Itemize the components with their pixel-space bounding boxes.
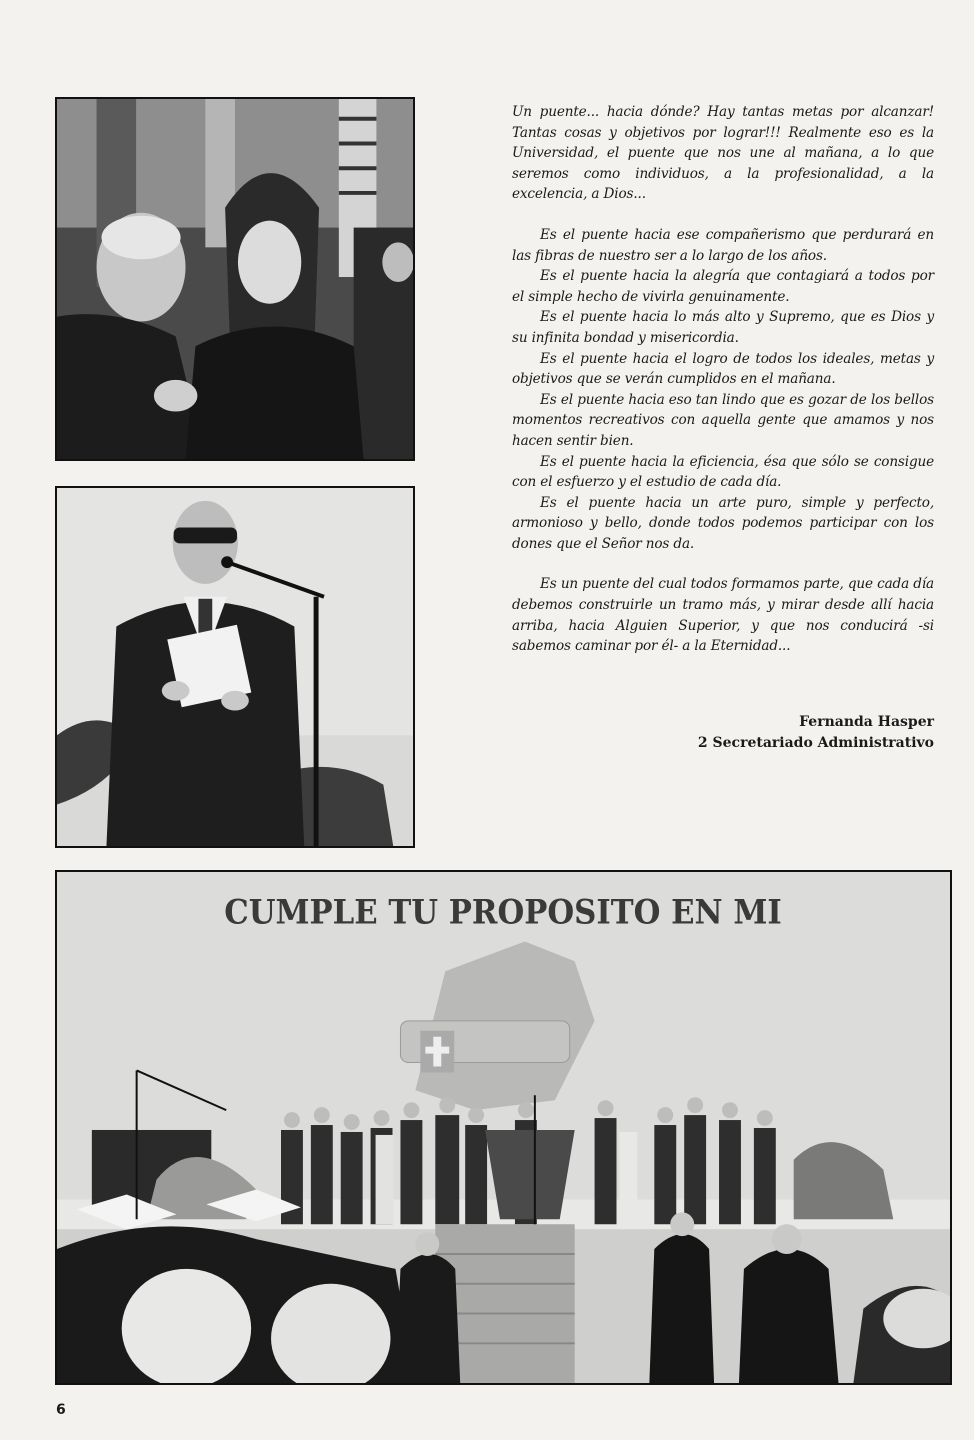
photo-speaker: [55, 486, 415, 848]
photo-handshake: [55, 97, 415, 461]
article-text: [512, 102, 934, 657]
author-signature: [698, 712, 934, 754]
photo-speaker-image: [57, 488, 413, 846]
article-paragraph: Es el puente hacia lo más alto y Supremo, que es Dios y su infinita bondad y misericordia.: [512, 309, 934, 346]
page-number: 6: [56, 1402, 66, 1418]
stage-banner-text: CUMPLE TU PROPOSITO EN MI: [224, 891, 782, 932]
photo-graduation-image: [57, 872, 950, 1383]
photo-handshake-image: [57, 99, 413, 459]
article-paragraph: Es el puente hacia ese compañerismo que perdurará en las fibras de nuestro ser a lo largo de los años.: [512, 226, 934, 264]
author-name: Fernanda Hasper: [799, 714, 934, 730]
article-paragraph: Es el puente hacia la eficiencia, ésa que sólo se consigue con el esfuerzo y el estudio de cada día.: [512, 453, 934, 491]
photo-graduation-ceremony: [55, 870, 952, 1385]
article-paragraph: Es el puente hacia el logro de todos los ideales, metas y objetivos que se verán cumplidos en el mañana.: [512, 350, 934, 388]
article-paragraph: Un puente... hacia dónde? Hay tantas metas por alcanzar! Tantas cosas y objetivos por lograr!!! Realmente eso es la Universidad, el puente que nos une al mañana, a lo que seremos como individuos, a la profesionalidad, a la excelencia, a Dios...: [512, 104, 934, 203]
article-paragraph: Es el puente hacia un arte puro, simple y perfecto, armonioso y bello, donde todos podemos participar con los dones que el Señor nos da.: [512, 494, 934, 552]
author-role: 2 Secretariado Administrativo: [697, 735, 934, 751]
article-paragraph: Es un puente del cual todos formamos parte, que cada día debemos construirle un tramo más, y mirar desde allí hacia arriba, hacia Alguien Superior, y que nos conducirá -si sabemos caminar por él- a la Eternidad...: [512, 576, 934, 655]
article-paragraph: Es el puente hacia eso tan lindo que es gozar de los bellos momentos recreativos con aquella gente que amamos y nos hacen sentir bien.: [512, 391, 934, 449]
article-paragraph: Es el puente hacia la alegría que contagiará a todos por el simple hecho de vivirla genuinamente.: [512, 268, 934, 305]
